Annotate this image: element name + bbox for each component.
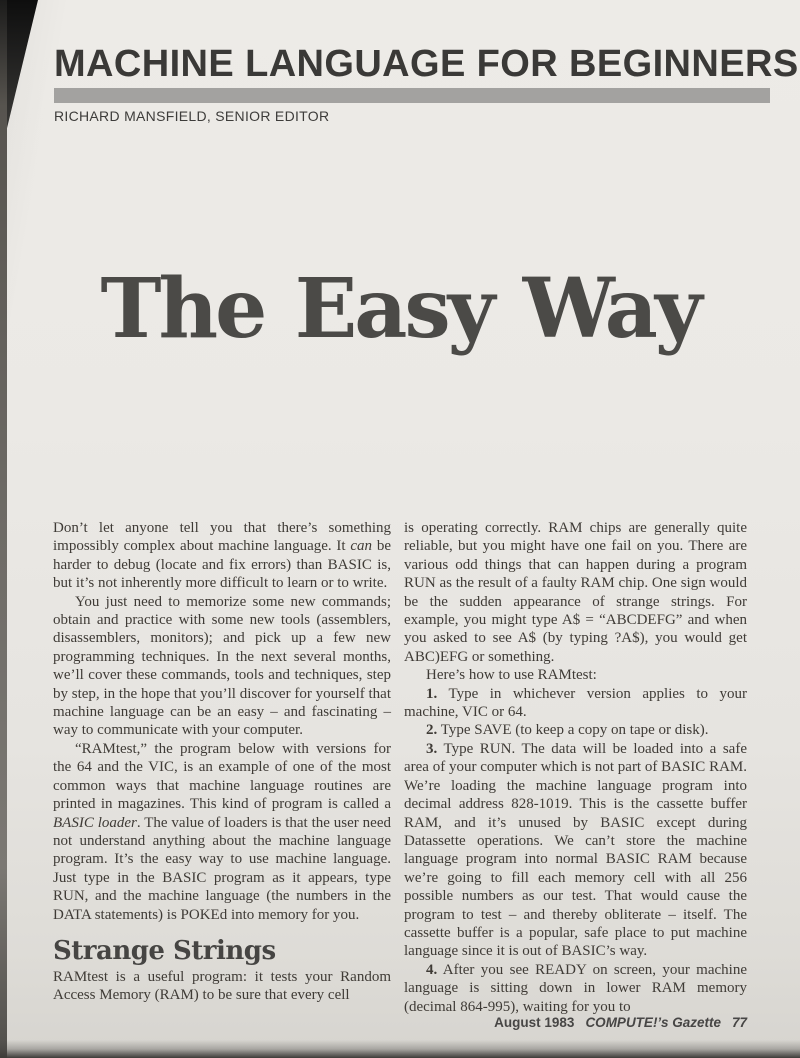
paragraph bbox=[404, 666, 747, 684]
paragraph bbox=[404, 961, 747, 1016]
paragraph bbox=[53, 593, 391, 740]
left-column bbox=[53, 519, 391, 1016]
paragraph bbox=[404, 685, 747, 722]
text-segment: is operating correctly. RAM chips are generally quite reliable, but you might have one fail on you. There are various odd things that can happen during a program RUN as the result of a faulty RAM chip. One sign would be the sudden appearance of strange strings. For example, you might type A$ = “ABCDEFG” and when you asked to see A$ (by typing ?A$), you would get ABC)EFG or something. bbox=[404, 520, 747, 665]
footer-page-number: 77 bbox=[731, 1015, 747, 1030]
paragraph bbox=[404, 721, 747, 739]
text-segment: Here’s how to use RAMtest: bbox=[426, 667, 597, 684]
paragraph bbox=[404, 740, 747, 961]
page-footer bbox=[494, 1015, 747, 1030]
text-segment: Don’t let anyone tell you that there’s something impossibly complex about machine language. It bbox=[53, 520, 391, 555]
section-heading: Strange Strings bbox=[53, 935, 276, 966]
text-segment: 3. bbox=[426, 740, 438, 757]
page-left-edge bbox=[0, 0, 7, 1058]
paragraph bbox=[53, 740, 391, 924]
text-segment: can bbox=[350, 538, 373, 555]
footer-issue-date: August 1983 bbox=[494, 1015, 575, 1030]
right-column bbox=[404, 519, 747, 1016]
article-body bbox=[53, 519, 747, 1016]
text-segment: 4. bbox=[426, 961, 438, 978]
text-segment: RAMtest is a useful program: it tests your Random Access Memory (RAM) to be sure that every cell bbox=[53, 968, 391, 1004]
paragraph bbox=[53, 968, 391, 1005]
text-segment: 2. bbox=[426, 722, 438, 739]
article-title: The Easy Way bbox=[100, 261, 700, 357]
header-rule-bar bbox=[54, 88, 770, 103]
column-title: MACHINE LANGUAGE FOR BEGINNERS bbox=[54, 43, 799, 85]
byline: RICHARD MANSFIELD, SENIOR EDITOR bbox=[54, 108, 330, 124]
text-segment: be harder to debug (locate and fix errors) than BASIC is, but it’s not inherently more difficult to learn or to write. bbox=[53, 538, 391, 592]
text-segment: Type RUN. The data will be loaded into a safe area of your computer which is not part of BASIC RAM. We’re loading the machine language program into decimal address 828-1019. This is the cassette buffer RAM, and it’s unused by BASIC except during Datassette operations. We can’t store the machine language program into normal BASIC RAM because we’re going to fill each memory cell with all 256 possible numbers as our test. That would cause the program to test – and thereby obliterate – itself. The cassette buffer is a popular, safe place to put machine language since it is out of BASIC’s way. bbox=[404, 740, 747, 960]
text-segment: . The value of loaders is that the user need not understand anything about the machine language program. It’s the easy way to use machine language. Just type in the BASIC program as it appears, type RUN, and the machine language (the numbers in the DATA statements) is POKEd into memory for you. bbox=[53, 814, 391, 923]
text-segment: 1. bbox=[426, 685, 438, 702]
footer-magazine-name: COMPUTE!’s Gazette bbox=[585, 1015, 721, 1030]
text-segment: You just need to memorize some new commands; obtain and practice with some new tools (assemblers, disassemblers, monitors); and pick up a few new programming techniques. In the next several months, we’ll cover these commands, tools and techniques, step by step, in the hope that you’ll discover for yourself that machine language can be an easy – and fascinating – way to communicate with your computer. bbox=[53, 593, 391, 739]
page-bottom-edge bbox=[0, 1040, 800, 1058]
text-segment: BASIC loader bbox=[53, 814, 137, 831]
text-segment: After you see READY on screen, your machine language is sitting down in lower RAM memory (decimal 864-995), waiting for you to bbox=[404, 961, 747, 1015]
text-segment: Type SAVE (to keep a copy on tape or disk). bbox=[437, 722, 709, 739]
article-header bbox=[54, 43, 799, 124]
text-segment: Type in whichever version applies to your machine, VIC or 64. bbox=[404, 685, 747, 721]
text-segment: “RAMtest,” the program below with versions for the 64 and the VIC, is an example of one of the most common ways that machine language routines are printed in magazines. This kind of program is called a bbox=[53, 740, 391, 813]
paragraph bbox=[53, 519, 391, 593]
paragraph bbox=[404, 519, 747, 666]
